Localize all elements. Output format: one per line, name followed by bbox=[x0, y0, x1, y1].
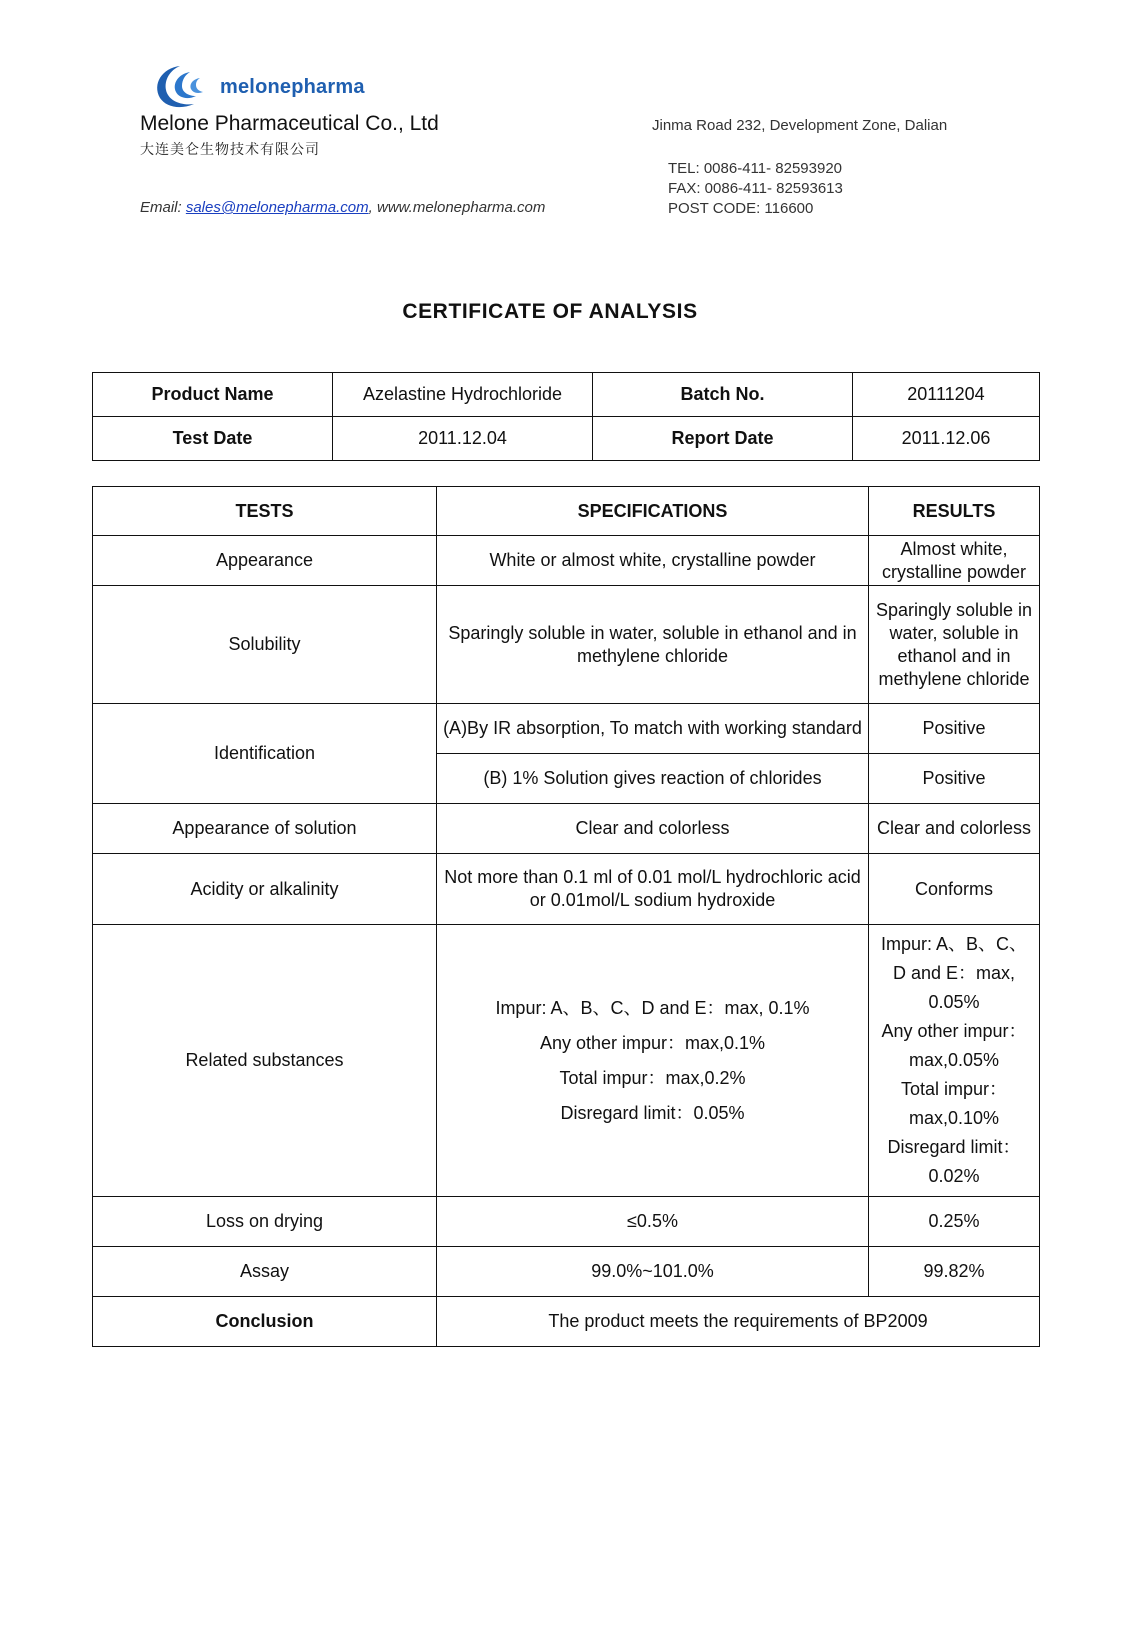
result-appearance: Almost white, crystalline powder bbox=[869, 536, 1040, 586]
result-related-line: Impur: A、B、C、 bbox=[880, 934, 1028, 954]
document-title: CERTIFICATE OF ANALYSIS bbox=[402, 300, 698, 323]
company-name: Melone Pharmaceutical Co., Ltd bbox=[140, 112, 439, 135]
company-name-chinese: 大连美仑生物技术有限公司 bbox=[140, 142, 320, 158]
table-row bbox=[93, 536, 1040, 586]
logo-swirl-icon bbox=[150, 62, 214, 110]
report-date-label: Report Date bbox=[593, 417, 853, 461]
product-name-label: Product Name bbox=[93, 373, 333, 417]
spec-related-line: Total impur：max,0.2% bbox=[559, 1067, 746, 1088]
table-row bbox=[93, 373, 1040, 417]
result-related-line: max,0.10% bbox=[908, 1108, 1000, 1128]
company-logo bbox=[150, 62, 380, 114]
result-related-line: 0.02% bbox=[928, 1166, 980, 1186]
spec-solubility: Sparingly soluble in water, soluble in ethanol and in methylene chloride bbox=[437, 586, 869, 704]
result-related-line: max,0.05% bbox=[908, 1050, 1000, 1070]
email-link[interactable]: sales@melonepharma.com bbox=[185, 199, 369, 216]
table-row bbox=[93, 854, 1040, 925]
brand-name: melonepharma bbox=[220, 76, 365, 98]
analysis-table bbox=[92, 486, 1040, 1347]
result-solubility: Sparingly soluble in water, soluble in ethanol and in methylene chloride bbox=[869, 586, 1040, 704]
result-related-line: 0.05% bbox=[928, 992, 980, 1012]
spec-identification-b: (B) 1% Solution gives reaction of chlorides bbox=[437, 754, 869, 804]
spec-loss-on-drying: ≤0.5% bbox=[437, 1197, 869, 1247]
company-address: Jinma Road 232, Development Zone, Dalian bbox=[652, 117, 948, 134]
post-code: POST CODE: 116600 bbox=[668, 200, 814, 217]
test-identification: Identification bbox=[93, 704, 437, 804]
conclusion-row bbox=[93, 1297, 1040, 1347]
test-loss-on-drying: Loss on drying bbox=[93, 1197, 437, 1247]
result-appearance-solution: Clear and colorless bbox=[869, 804, 1040, 854]
result-assay: 99.82% bbox=[869, 1247, 1040, 1297]
email-line bbox=[140, 199, 545, 216]
test-related-substances: Related substances bbox=[93, 925, 437, 1197]
test-appearance-solution: Appearance of solution bbox=[93, 804, 437, 854]
test-solubility: Solubility bbox=[93, 586, 437, 704]
result-loss-on-drying: 0.25% bbox=[869, 1197, 1040, 1247]
result-identification-b: Positive bbox=[869, 754, 1040, 804]
telephone: TEL: 0086-411- 82593920 bbox=[668, 160, 843, 177]
tests-header: TESTS bbox=[93, 487, 437, 536]
spec-appearance-solution: Clear and colorless bbox=[437, 804, 869, 854]
spec-appearance: White or almost white, crystalline powder bbox=[437, 536, 869, 586]
result-acidity: Conforms bbox=[869, 854, 1040, 925]
fax: FAX: 0086-411- 82593613 bbox=[668, 180, 843, 197]
result-related-line: D and E：max, bbox=[892, 963, 1016, 983]
table-row bbox=[93, 417, 1040, 461]
product-name-value: Azelastine Hydrochloride bbox=[333, 373, 593, 417]
table-row bbox=[93, 1197, 1040, 1247]
result-related-line: Disregard limit： bbox=[887, 1137, 1021, 1157]
spec-related-line: Disregard limit：0.05% bbox=[560, 1102, 745, 1123]
table-row bbox=[93, 704, 1040, 754]
test-date-value: 2011.12.04 bbox=[333, 417, 593, 461]
batch-no-value: 20111204 bbox=[853, 373, 1040, 417]
website: , www.melonepharma.com bbox=[368, 199, 546, 216]
report-date-value: 2011.12.06 bbox=[853, 417, 1040, 461]
result-related-line: Total impur： bbox=[900, 1079, 1008, 1099]
table-row bbox=[93, 925, 1040, 1197]
test-assay: Assay bbox=[93, 1247, 437, 1297]
table-row bbox=[93, 586, 1040, 704]
spec-identification-a: (A)By IR absorption, To match with working standard bbox=[437, 704, 869, 754]
results-header: RESULTS bbox=[869, 487, 1040, 536]
spec-related-line: Any other impur：max,0.1% bbox=[539, 1032, 766, 1053]
table-row bbox=[93, 804, 1040, 854]
spec-assay: 99.0%~101.0% bbox=[437, 1247, 869, 1297]
result-related-line: Any other impur： bbox=[881, 1021, 1027, 1041]
table-row bbox=[93, 1247, 1040, 1297]
product-info-table bbox=[92, 372, 1040, 461]
result-related-substances bbox=[869, 925, 1040, 1197]
conclusion-label: Conclusion bbox=[93, 1297, 437, 1347]
specifications-header: SPECIFICATIONS bbox=[437, 487, 869, 536]
test-date-label: Test Date bbox=[93, 417, 333, 461]
table-header-row bbox=[93, 487, 1040, 536]
test-acidity: Acidity or alkalinity bbox=[93, 854, 437, 925]
spec-related-substances bbox=[437, 925, 869, 1197]
test-appearance: Appearance bbox=[93, 536, 437, 586]
spec-related-line: Impur: A、B、C、D and E：max, 0.1% bbox=[495, 997, 810, 1018]
result-identification-a: Positive bbox=[869, 704, 1040, 754]
contact-block bbox=[668, 159, 843, 219]
spec-acidity: Not more than 0.1 ml of 0.01 mol/L hydrochloric acid or 0.01mol/L sodium hydroxide bbox=[437, 854, 869, 925]
batch-no-label: Batch No. bbox=[593, 373, 853, 417]
conclusion-text: The product meets the requirements of BP2009 bbox=[437, 1297, 1040, 1347]
email-label: Email: bbox=[140, 199, 186, 216]
